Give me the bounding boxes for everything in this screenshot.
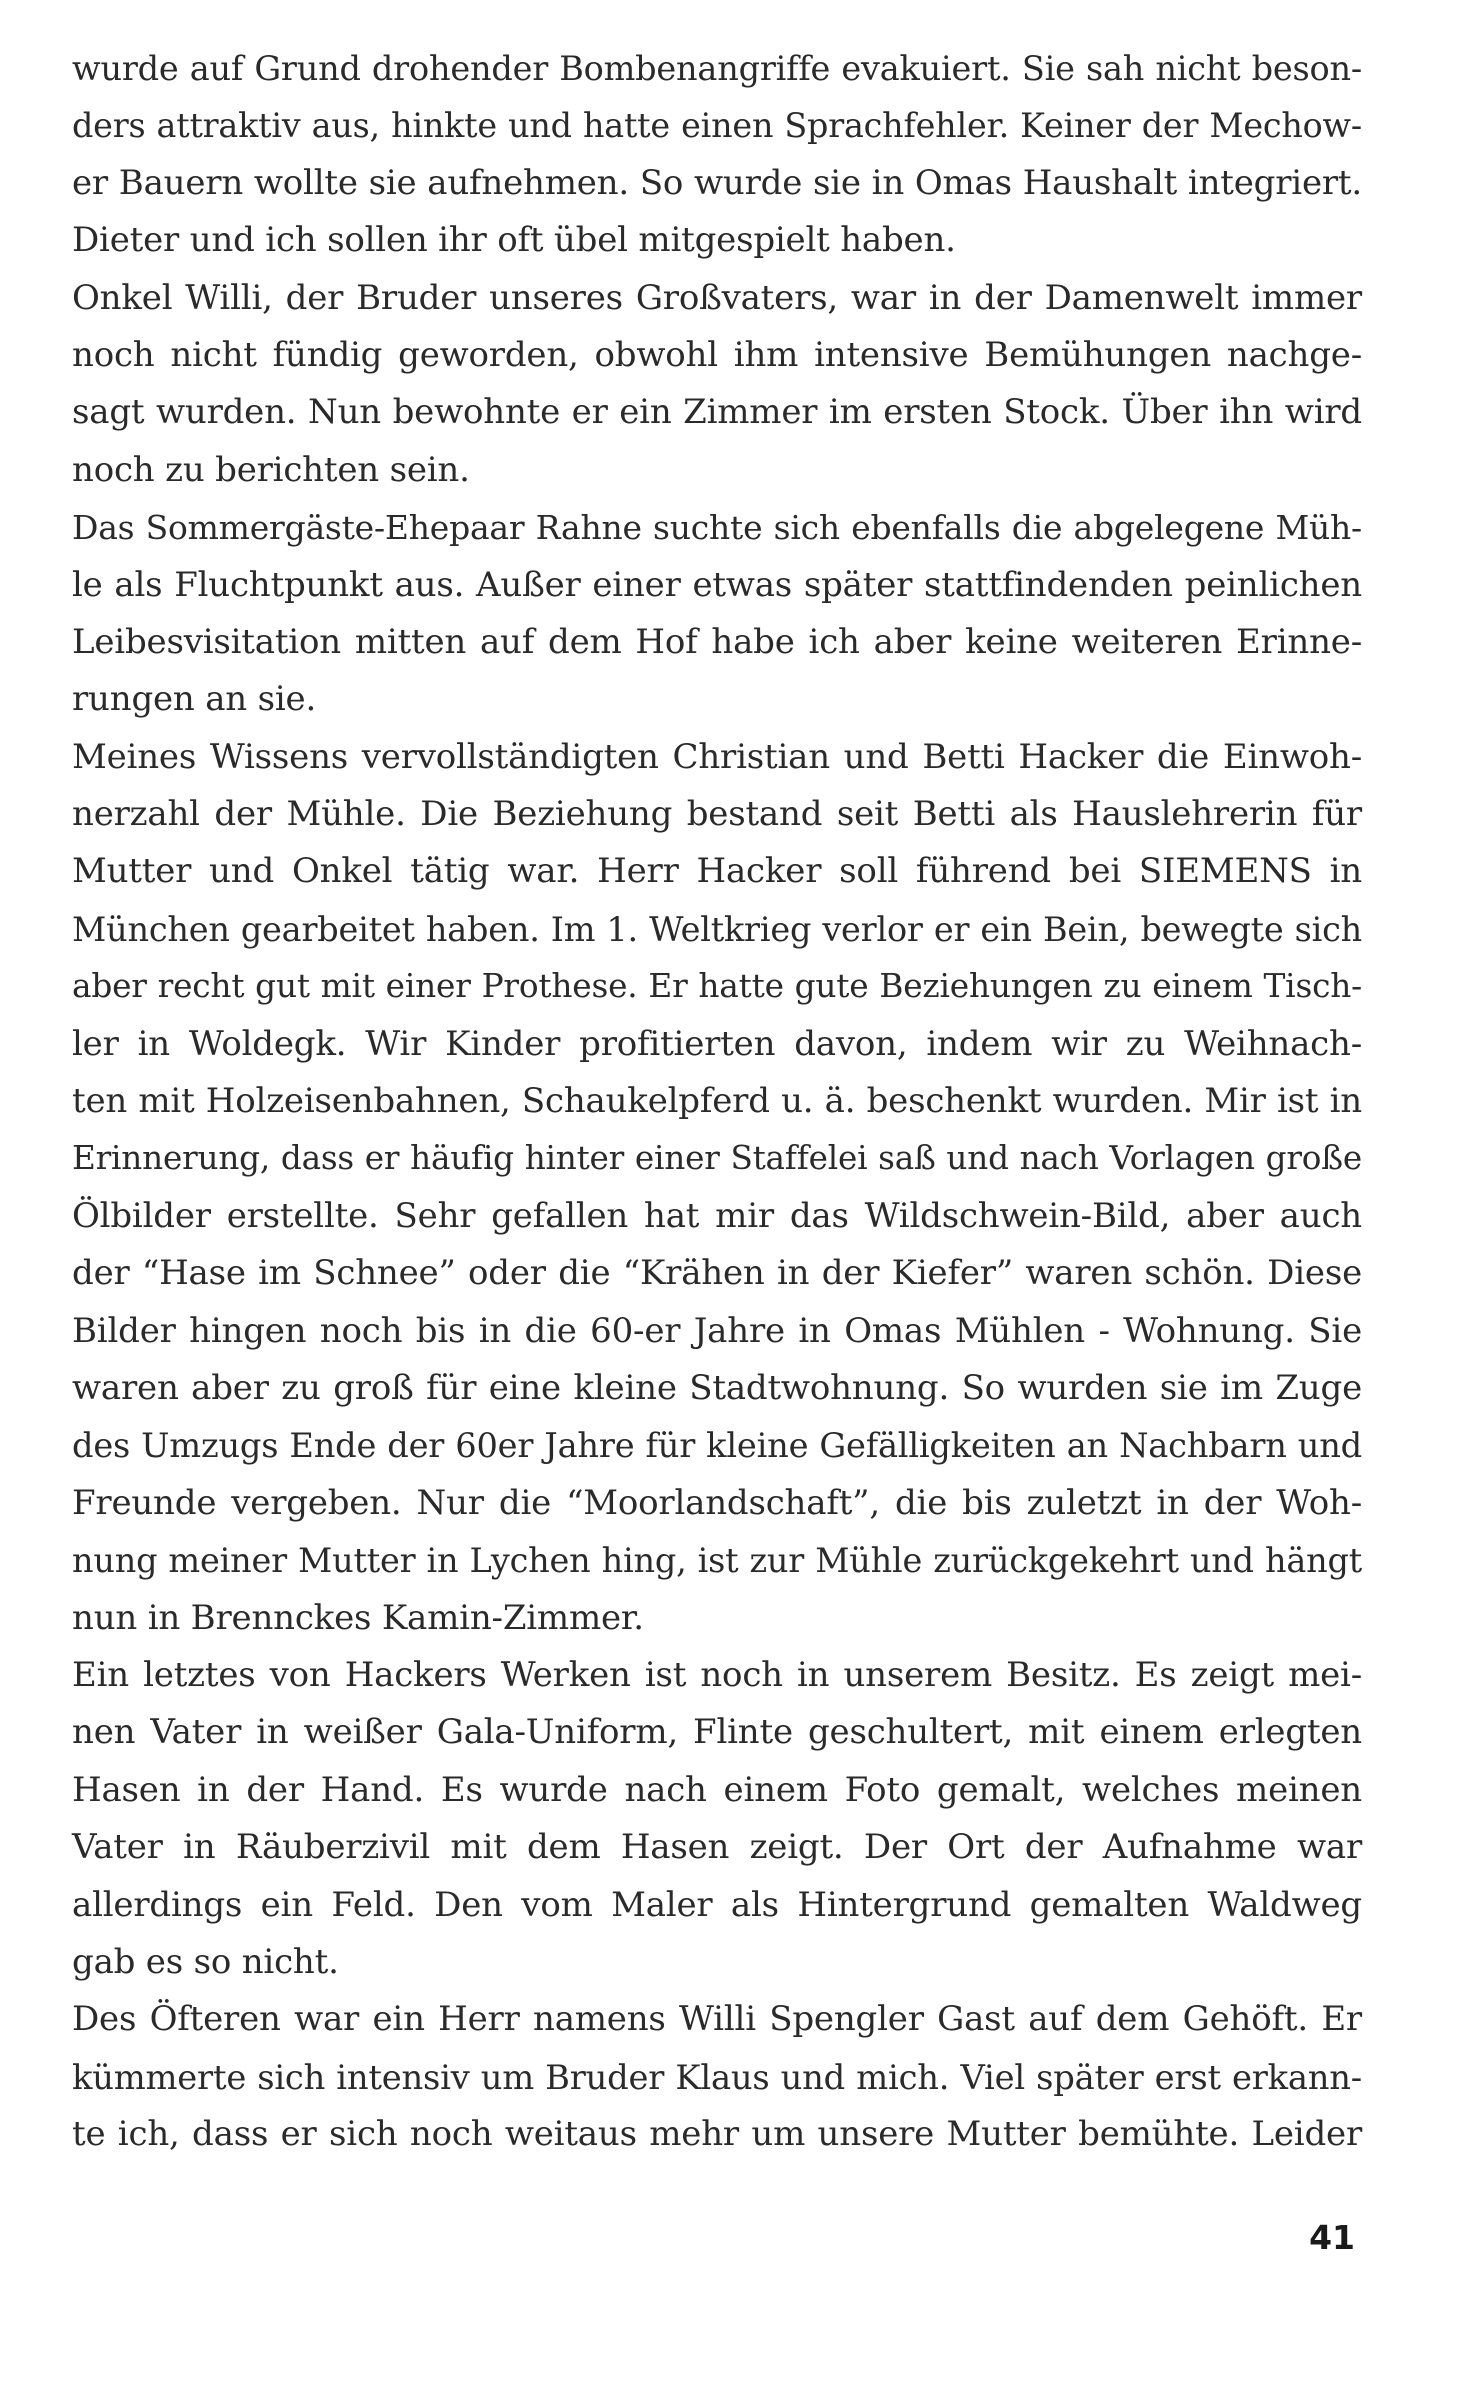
text-line: Mutter und Onkel tätig war. Herr Hacker soll führend bei SIEMENS in bbox=[72, 851, 1362, 892]
text-line: des Umzugs Ende der 60er Jahre für kleine Gefälligkeiten an Nachbarn und bbox=[72, 1426, 1362, 1466]
paragraph bbox=[72, 1991, 1362, 2163]
text-line: sagt wurden. Nun bewohnte er ein Zimmer im ersten Stock. Über ihn wird bbox=[72, 392, 1362, 433]
text-line: le als Fluchtpunkt aus. Außer einer etwas später stattfindenden peinlichen bbox=[72, 564, 1362, 605]
text-line: der “Hase im Schnee” oder die “Krähen in der Kiefer” waren schön. Diese bbox=[72, 1253, 1362, 1294]
text-line: nun in Brennckes Kamin-Zimmer. bbox=[72, 1597, 644, 1638]
text-line: Vater in Räuberzivil mit dem Hasen zeigt. Der Ort der Aufnahme war bbox=[72, 1827, 1362, 1868]
text-line: allerdings ein Feld. Den vom Maler als Hintergrund gemalten Waldweg bbox=[72, 1884, 1362, 1925]
text-line: gab es so nicht. bbox=[72, 1941, 339, 1982]
paragraph bbox=[72, 40, 1362, 270]
text-line: noch nicht fündig geworden, obwohl ihm intensive Bemühungen nachge- bbox=[72, 334, 1362, 375]
text-line: nerzahl der Mühle. Die Beziehung bestand seit Betti als Hauslehrerin für bbox=[72, 794, 1362, 835]
text-line: Ein letztes von Hackers Werken ist noch in unserem Besitz. Es zeigt mei- bbox=[72, 1654, 1362, 1695]
text-line: noch zu berichten sein. bbox=[72, 449, 470, 490]
paragraph bbox=[72, 499, 1362, 729]
text-line: rungen an sie. bbox=[72, 679, 317, 720]
text-line: er Bauern wollte sie aufnehmen. So wurde sie in Omas Haushalt integriert. bbox=[72, 162, 1362, 203]
text-line: te ich, dass er sich noch weitaus mehr um unsere Mutter bemühte. Leider bbox=[72, 2114, 1362, 2155]
text-line: aber recht gut mit einer Prothese. Er hatte gute Beziehungen zu einem Tisch- bbox=[72, 967, 1362, 1006]
text-line: nung meiner Mutter in Lychen hing, ist zur Mühle zurückgekehrt und hängt bbox=[72, 1541, 1362, 1581]
text-line: Erinnerung, dass er häufig hinter einer Staffelei saß und nach Vorlagen große bbox=[72, 1139, 1362, 1178]
text-line: Leibesvisitation mitten auf dem Hof habe ich aber keine weiteren Erinne- bbox=[72, 621, 1362, 662]
paragraph bbox=[72, 729, 1362, 1647]
text-line: Dieter und ich sollen ihr oft übel mitgespielt haben. bbox=[72, 220, 956, 261]
text-line: Bilder hingen noch bis in die 60-er Jahre in Omas Mühlen - Wohnung. Sie bbox=[72, 1310, 1362, 1351]
paragraph bbox=[72, 1647, 1362, 1991]
paragraph bbox=[72, 270, 1362, 500]
text-line: wurde auf Grund drohender Bombenangriffe evakuiert. Sie sah nicht beson- bbox=[72, 49, 1362, 88]
page-number: 41 bbox=[1309, 2218, 1355, 2257]
text-line: Das Sommergäste-Ehepaar Rahne suchte sich ebenfalls die abgelegene Müh- bbox=[72, 508, 1362, 548]
text-line: Des Öfteren war ein Herr namens Willi Spengler Gast auf dem Gehöft. Er bbox=[72, 1999, 1362, 2040]
text-line: waren aber zu groß für eine kleine Stadtwohnung. So wurden sie im Zuge bbox=[72, 1367, 1362, 1408]
text-line: ler in Woldegk. Wir Kinder profitierten davon, indem wir zu Weihnach- bbox=[72, 1023, 1362, 1064]
text-line: München gearbeitet haben. Im 1. Weltkrieg verlor er ein Bein, bewegte sich bbox=[72, 909, 1362, 949]
text-line: kümmerte sich intensiv um Bruder Klaus und mich. Viel später erst erkann- bbox=[72, 2057, 1362, 2097]
text-line: Hasen in der Hand. Es wurde nach einem Foto gemalt, welches meinen bbox=[72, 1769, 1362, 1810]
text-line: ders attraktiv aus, hinkte und hatte einen Sprachfehler. Keiner der Mechow- bbox=[72, 106, 1362, 146]
text-line: nen Vater in weißer Gala-Uniform, Flinte geschultert, mit einem erlegten bbox=[72, 1712, 1362, 1753]
body-text bbox=[72, 40, 1362, 2163]
text-line: Meines Wissens vervollständigten Christian und Betti Hacker die Einwoh- bbox=[72, 736, 1362, 777]
text-line: ten mit Holzeisenbahnen, Schaukelpferd u. ä. beschenkt wurden. Mir ist in bbox=[72, 1081, 1362, 1122]
text-line: Onkel Willi, der Bruder unseres Großvaters, war in der Damenwelt immer bbox=[72, 277, 1362, 318]
text-line: Ölbilder erstellte. Sehr gefallen hat mir das Wildschwein-Bild, aber auch bbox=[72, 1195, 1362, 1236]
text-line: Freunde vergeben. Nur die “Moorlandschaft”, die bis zuletzt in der Woh- bbox=[72, 1482, 1362, 1523]
